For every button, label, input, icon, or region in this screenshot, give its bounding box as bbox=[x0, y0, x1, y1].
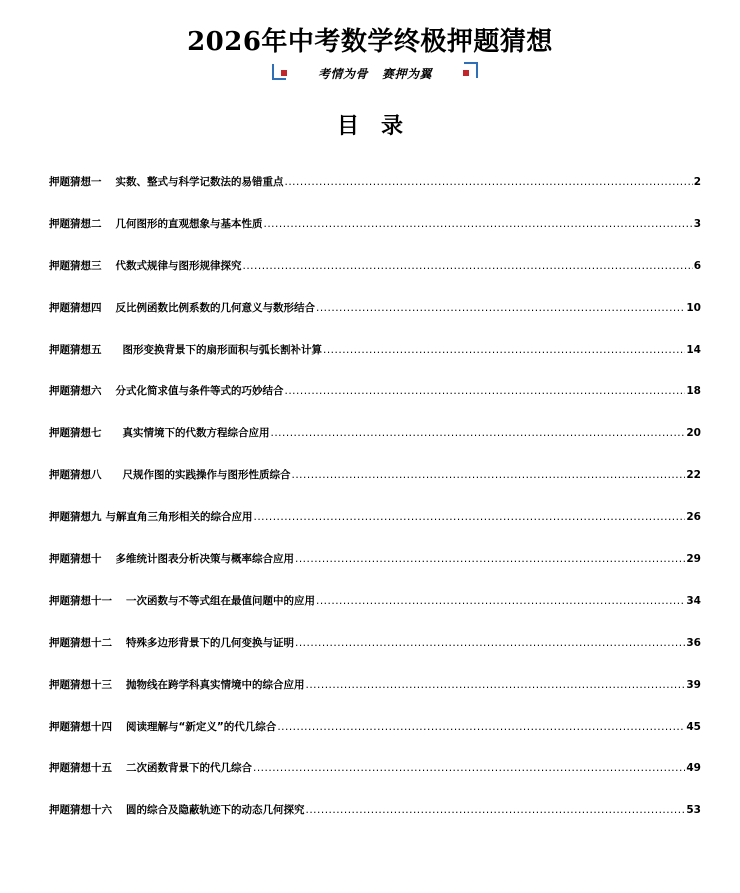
toc-leader-dots bbox=[253, 762, 685, 774]
toc-entry[interactable] bbox=[49, 593, 701, 635]
toc-entry[interactable] bbox=[49, 342, 701, 384]
toc-entry-topic: 图形变换背景下的扇形面积与弧长割补计算 bbox=[122, 343, 322, 356]
toc-entry-page-number: 39 bbox=[686, 678, 701, 691]
toc-entry-page-number: 29 bbox=[686, 553, 701, 566]
toc-entry-page-number: 3 bbox=[693, 217, 701, 230]
toc-entry-label: 押题猜想十四 bbox=[49, 720, 112, 733]
subtitle-banner bbox=[272, 62, 478, 84]
toc-leader-dots bbox=[264, 218, 693, 230]
toc-entry-topic: 真实情境下的代数方程综合应用 bbox=[122, 427, 270, 440]
toc-entry-topic: 代数式规律与图形规律探究 bbox=[115, 259, 242, 272]
toc-entry[interactable] bbox=[49, 174, 701, 216]
toc-entry[interactable] bbox=[49, 802, 701, 844]
toc-entry-label: 押题猜想七 bbox=[49, 427, 102, 440]
toc-entry-topic: 多维统计图表分析决策与概率综合应用 bbox=[115, 553, 294, 566]
toc-entry[interactable] bbox=[49, 551, 701, 593]
toc-leader-dots bbox=[295, 637, 685, 649]
toc-entry-page-number: 26 bbox=[686, 511, 701, 524]
toc-entry-page-number: 22 bbox=[686, 469, 701, 482]
toc-entry[interactable] bbox=[49, 300, 701, 342]
toc-entry-topic: 与解直角三角形相关的综合应用 bbox=[105, 511, 253, 524]
toc-entry-page-number: 20 bbox=[686, 427, 701, 440]
toc-entry-page-number: 34 bbox=[686, 594, 701, 607]
toc-leader-dots bbox=[295, 553, 685, 565]
subtitle-text: 考情为骨 赛押为翼 bbox=[317, 66, 433, 81]
toc-entry-topic: 实数、整式与科学记数法的易错重点 bbox=[115, 176, 284, 188]
toc-entry-topic: 阅读理解与“新定义”的代几综合 bbox=[126, 720, 277, 733]
toc-entry[interactable] bbox=[49, 635, 701, 677]
toc-entry[interactable] bbox=[49, 216, 701, 258]
toc-entry-page-number: 14 bbox=[686, 343, 701, 356]
toc-entry-label: 押题猜想五 bbox=[49, 343, 102, 356]
toc-leader-dots bbox=[254, 511, 686, 523]
toc-entry-label: 押题猜想十五 bbox=[49, 762, 112, 775]
toc-entry[interactable] bbox=[49, 383, 701, 425]
toc-leader-dots bbox=[323, 344, 685, 356]
toc-entry-label: 押题猜想六 bbox=[49, 385, 102, 398]
toc-heading: 目录 bbox=[336, 114, 425, 139]
toc-leader-dots bbox=[271, 427, 686, 439]
toc-entry-page-number: 45 bbox=[686, 720, 701, 733]
toc-entry[interactable] bbox=[49, 467, 701, 509]
toc-entry-label: 押题猜想十三 bbox=[49, 678, 112, 691]
toc-entry-label: 押题猜想十一 bbox=[49, 594, 112, 607]
toc-entry-topic: 抛物线在跨学科真实情境中的综合应用 bbox=[126, 678, 305, 691]
toc-entry-label: 押题猜想十二 bbox=[49, 636, 112, 649]
toc-entry-page-number: 53 bbox=[686, 804, 701, 817]
toc-leader-dots bbox=[292, 469, 686, 481]
toc-entry[interactable] bbox=[49, 425, 701, 467]
toc-leader-dots bbox=[285, 385, 686, 397]
toc-leader-dots bbox=[243, 260, 693, 272]
toc-entry-label: 押题猜想十六 bbox=[49, 804, 112, 817]
toc-entry-label: 押题猜想一 bbox=[49, 176, 102, 188]
toc-leader-dots bbox=[316, 302, 685, 314]
toc-entry-page-number: 6 bbox=[693, 259, 701, 272]
toc-entry-label: 押题猜想八 bbox=[49, 469, 102, 482]
toc-entry-topic: 圆的综合及隐蔽轨迹下的动态几何探究 bbox=[126, 804, 305, 817]
toc-entry-topic: 尺规作图的实践操作与图形性质综合 bbox=[122, 469, 291, 482]
toc-entry-topic: 特殊多边形背景下的几何变换与证明 bbox=[126, 636, 294, 649]
toc-leader-dots bbox=[277, 721, 685, 733]
toc-entry[interactable] bbox=[49, 677, 701, 719]
toc-entry-label: 押题猜想十 bbox=[49, 553, 102, 566]
left-square-ornament bbox=[281, 70, 287, 76]
toc-list bbox=[49, 174, 701, 844]
toc-leader-dots bbox=[306, 679, 686, 691]
toc-entry-page-number: 36 bbox=[686, 636, 701, 649]
toc-entry-page-number: 10 bbox=[686, 301, 701, 314]
toc-entry-label: 押题猜想三 bbox=[49, 259, 102, 272]
toc-entry-label: 押题猜想九 bbox=[49, 511, 102, 524]
toc-leader-dots bbox=[285, 176, 693, 188]
toc-entry-label: 押题猜想二 bbox=[49, 217, 102, 230]
toc-entry[interactable] bbox=[49, 258, 701, 300]
toc-entry-topic: 二次函数背景下的代几综合 bbox=[126, 762, 252, 775]
toc-entry-page-number: 2 bbox=[693, 176, 701, 188]
toc-entry-topic: 几何图形的直观想象与基本性质 bbox=[115, 217, 263, 230]
toc-entry[interactable] bbox=[49, 760, 701, 802]
toc-entry-topic: 一次函数与不等式组在最值问题中的应用 bbox=[126, 594, 315, 607]
toc-leader-dots bbox=[306, 804, 686, 816]
toc-entry-label: 押题猜想四 bbox=[49, 301, 102, 314]
toc-entry-page-number: 18 bbox=[686, 385, 701, 398]
document-title: 2026年中考数学终极押题猜想 bbox=[187, 27, 553, 57]
toc-entry-page-number: 49 bbox=[686, 762, 701, 775]
right-bracket-ornament bbox=[464, 62, 478, 78]
toc-entry[interactable] bbox=[49, 509, 701, 551]
toc-entry-topic: 反比例函数比例系数的几何意义与数形结合 bbox=[115, 301, 315, 314]
toc-entry[interactable] bbox=[49, 719, 701, 761]
toc-entry-topic: 分式化简求值与条件等式的巧妙结合 bbox=[115, 385, 284, 398]
toc-leader-dots bbox=[316, 595, 685, 607]
